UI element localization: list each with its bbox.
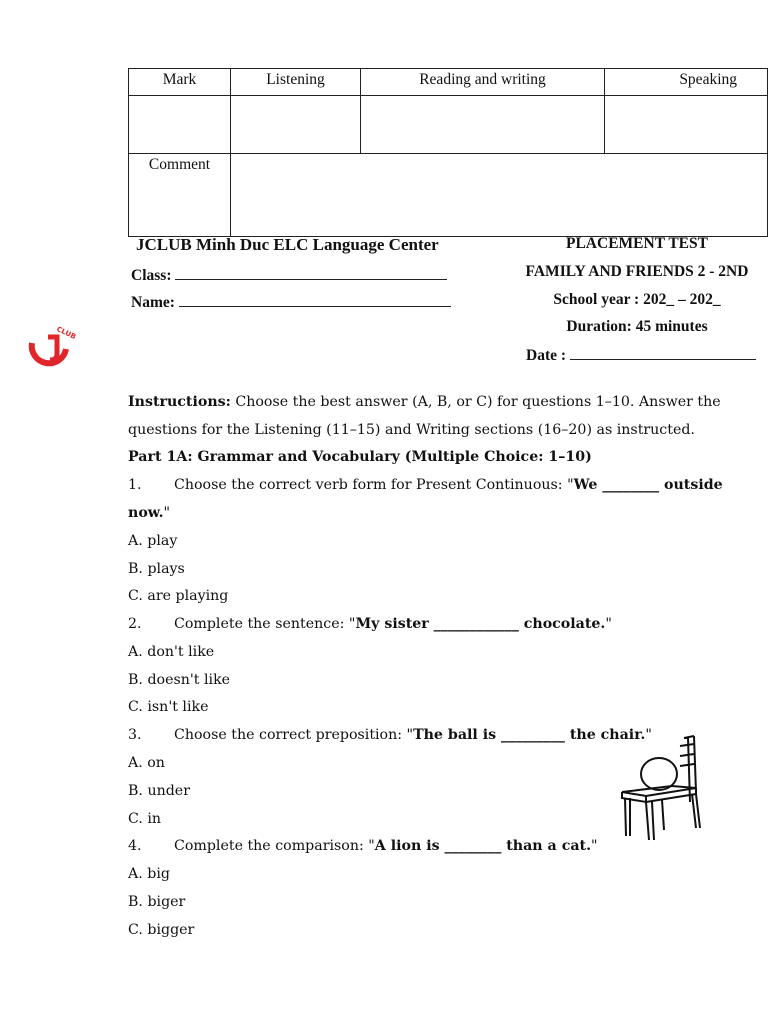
option-1a[interactable]: A. play [128, 533, 178, 549]
option-3b[interactable]: B. under [128, 783, 190, 799]
option-4c[interactable]: C. bigger [128, 922, 195, 938]
speaking-cell[interactable] [605, 96, 768, 154]
question-prefix: Complete the comparison: " [174, 838, 375, 854]
name-field[interactable] [179, 292, 451, 307]
question-number: 1. [128, 477, 142, 493]
instructions-text-1: Choose the best answer (A, B, or C) for questions 1–10. Answer the [230, 394, 721, 410]
question-1-cont [128, 505, 170, 521]
chair-back [680, 736, 696, 802]
question-emphasis: A lion is ________ than a cat. [374, 838, 592, 854]
date-field[interactable] [570, 345, 756, 360]
option-3c[interactable]: C. in [128, 811, 162, 827]
question-number: 3. [128, 727, 142, 743]
chair-with-ball-illustration [612, 732, 704, 844]
date-line [526, 345, 756, 365]
test-title: PLACEMENT TEST [566, 235, 708, 252]
question-number: 2. [128, 616, 142, 632]
instructions-line-2: questions for the Listening (11–15) and Writing sections (16–20) as instructed. [128, 422, 695, 438]
option-3a[interactable]: A. on [128, 755, 165, 771]
question-suffix: " [591, 838, 598, 854]
option-2c[interactable]: C. isn't like [128, 699, 209, 715]
name-label: Name: [131, 294, 175, 311]
question-2 [128, 616, 612, 632]
class-label: Class: [131, 267, 172, 284]
question-3 [128, 727, 652, 743]
question-emphasis: We ________ outside [573, 477, 723, 493]
question-suffix: " [645, 727, 652, 743]
option-2a[interactable]: A. don't like [128, 644, 215, 660]
chair-seat [622, 786, 696, 802]
comment-label: Comment [129, 154, 231, 237]
question-emphasis-cont: now. [128, 505, 164, 521]
reading-writing-header: Reading and writing [361, 69, 605, 96]
class-field[interactable] [175, 265, 447, 280]
question-1 [128, 477, 723, 493]
question-prefix: Choose the correct preposition: " [174, 727, 414, 743]
mark-cell[interactable] [129, 96, 231, 154]
jclub-logo [26, 325, 84, 375]
class-line [131, 265, 447, 285]
duration: Duration: 45 minutes [566, 318, 708, 335]
listening-cell[interactable] [231, 96, 361, 154]
question-number: 4. [128, 838, 142, 854]
score-table [128, 68, 768, 237]
option-4a[interactable]: A. big [128, 866, 170, 882]
mark-header: Mark [129, 69, 231, 96]
option-1c[interactable]: C. are playing [128, 588, 229, 604]
logo-text: CLUB [55, 325, 78, 342]
name-line [131, 292, 451, 312]
option-2b[interactable]: B. doesn't like [128, 672, 231, 688]
question-suffix: " [163, 505, 171, 521]
listening-header: Listening [231, 69, 361, 96]
question-suffix: " [605, 616, 612, 632]
speaking-header: Speaking [605, 69, 768, 96]
instructions-line-1 [128, 394, 748, 410]
question-emphasis: The ball is _________ the chair. [413, 727, 646, 743]
reading-writing-cell[interactable] [361, 96, 605, 154]
question-prefix: Choose the correct verb form for Present Continuous: " [174, 477, 574, 493]
test-subtitle: FAMILY AND FRIENDS 2 - 2ND [525, 263, 749, 280]
part-title: Part 1A: Grammar and Vocabulary (Multiple Choice: 1–10) [128, 449, 592, 465]
school-year: School year : 202_ – 202_ [553, 291, 721, 308]
center-name: JCLUB Minh Duc ELC Language Center [136, 235, 439, 254]
question-prefix: Complete the sentence: " [174, 616, 356, 632]
instructions-label: Instructions: [128, 394, 231, 410]
option-4b[interactable]: B. biger [128, 894, 186, 910]
question-4 [128, 838, 598, 854]
date-label: Date : [526, 347, 567, 364]
option-1b[interactable]: B. plays [128, 561, 185, 577]
question-emphasis: My sister ____________ chocolate. [355, 616, 606, 632]
comment-cell[interactable] [231, 154, 768, 237]
